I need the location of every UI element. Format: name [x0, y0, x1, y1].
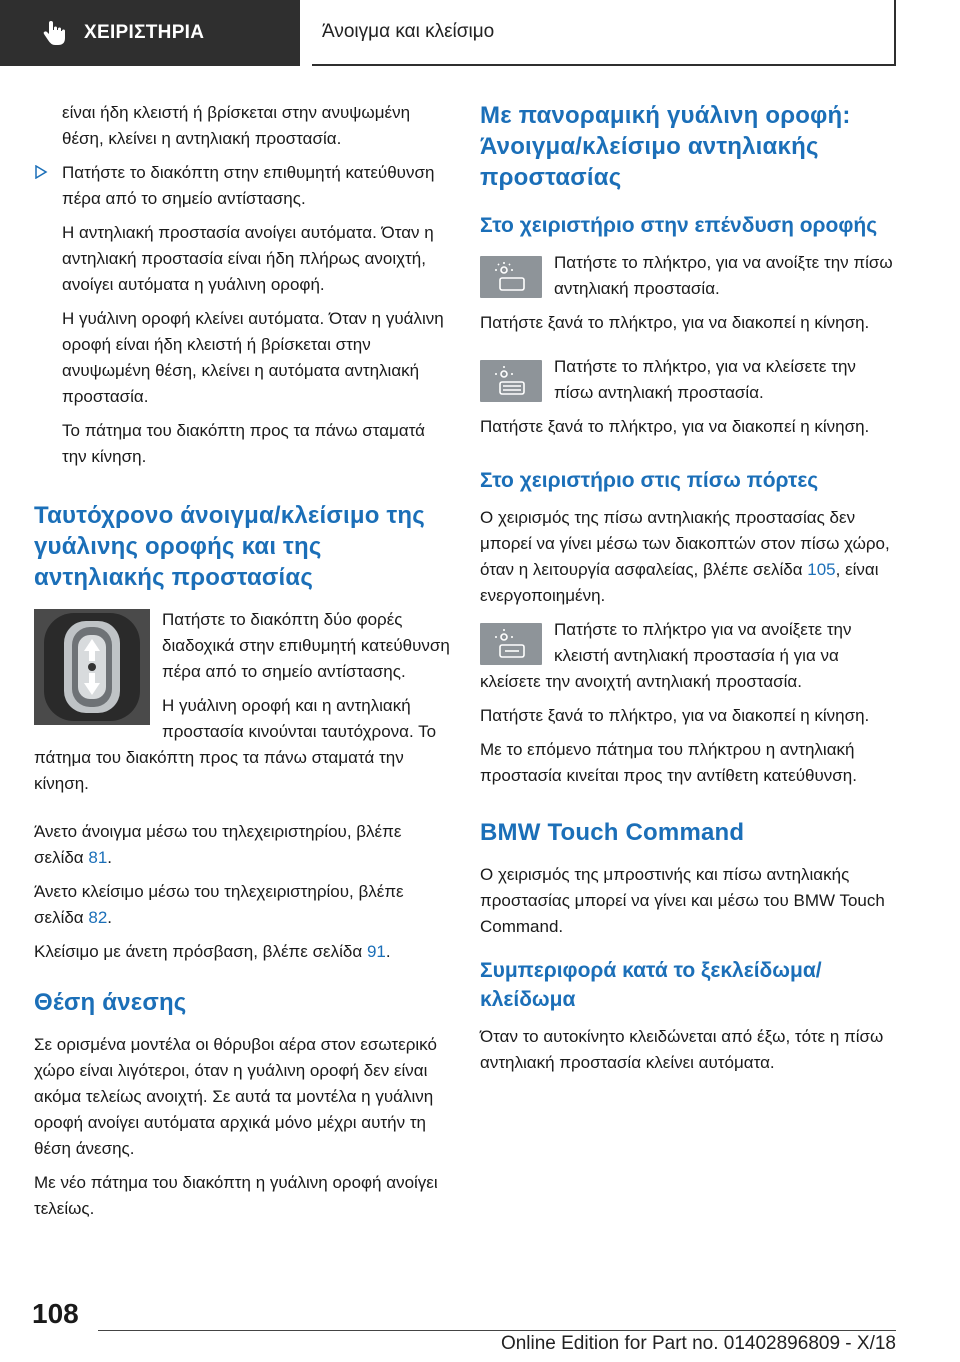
doors-button-block [480, 617, 898, 703]
footer-divider [98, 1330, 896, 1331]
roof-close-block [480, 354, 898, 414]
simultaneous-text-2: Η γυάλινη οροφή και η αντηλιακή προστασία κινούνται ταυτόχρονα. Το πάτημα του διακόπτη προς τα πάνω σταματά την κίνηση. [34, 696, 437, 793]
roof-close-paragraph: Η γυάλινη οροφή κλείνει αυτόματα. Όταν η γυάλινη οροφή είναι ήδη κλειστή ή βρίσκεται στην ανυψωμένη θέση, κλείνει η αυτόματα αντηλιακή προστασία. [62, 309, 444, 406]
page-number: 108 [32, 1298, 79, 1329]
sunblind-open-paragraph: Η αντηλιακή προστασία ανοίγει αυτόματα. Όταν η αντηλιακή προστασία είναι ήδη πλήρως ανοιχτή, ανοίγει αυτόματα η γυάλινη οροφή. [62, 223, 434, 294]
roof-close-text: Πατήστε το πλήκτρο, για να κλείσετε την πίσω αντηλιακή προστασία. [554, 357, 856, 402]
roof-stop-text-1: Πατήστε ξανά το πλήκτρο, για να διακοπεί η κίνηση. [480, 313, 870, 332]
heading-comfort: Θέση άνεσης [34, 989, 187, 1016]
step-triangle-icon [34, 165, 48, 179]
sunblind-button-icon [480, 256, 542, 298]
comfort-paragraph-2: Με νέο πάτημα του διακόπτη η γυάλινη οροφή ανοίγει τελείως. [34, 1173, 438, 1218]
heading-simultaneous: Ταυτόχρονο άνοιγμα/κλείσιμο της γυάλινης οροφής και της αντηλιακής προστασίας [34, 502, 425, 591]
simultaneous-block [34, 607, 452, 805]
page-link-81[interactable]: 81 [88, 848, 108, 867]
section-title: ΧΕΙΡΙΣΤΗΡΙΑ [84, 22, 205, 43]
heading-panorama: Με πανοραμική γυάλινη οροφή: Άνοιγμα/κλείσιμο αντηλιακής προστασίας [480, 102, 851, 191]
hand-pointer-icon [40, 18, 70, 48]
heading-roof-control: Στο χειριστήριο στην επένδυση οροφής [480, 214, 878, 237]
comfort-paragraph-1: Σε ορισμένα μοντέλα οι θόρυβοι αέρα στον εσωτερικό χώρο είναι λιγότεροι, όταν η γυάλινη οροφή δεν είναι ακόμα τελείως ανοιχτή. Σε αυτά τα μοντέλα η γυάλινη οροφή ανοίγει αυτόματα αρχικά μόνο μέχρι αυτήν τη θέση άνεσης. [34, 1035, 437, 1158]
intro-paragraph: είναι ήδη κλειστή ή βρίσκεται στην ανυψωμένη θέση, κλείνει η αντηλιακή προστασία. [62, 103, 411, 148]
roof-stop-text-2: Πατήστε ξανά το πλήκτρο, για να διακοπεί η κίνηση. [480, 417, 870, 436]
touch-command-text: Ο χειρισμός της μπροστινής και πίσω αντηλιακής προστασίας μπορεί να γίνει και μέσω του BMW Touch Command. [480, 865, 885, 936]
sunblind-close-button-icon [480, 360, 542, 402]
edition-text: Online Edition for Part no. 01402896809 - X/18 [500, 1333, 896, 1354]
doors-next-text: Με το επόμενο πάτημα του πλήκτρου η αντηλιακή προστασία κινείται προς την αντίθετη κατεύθυνση. [480, 740, 857, 785]
step-text: Πατήστε το διακόπτη στην επιθυμητή κατεύθυνση πέρα από το σημείο αντίστασης. [62, 163, 435, 208]
roof-open-block [480, 250, 898, 310]
chapter-title: Άνοιγμα και κλείσιμο [312, 0, 896, 66]
left-column [34, 100, 452, 1230]
right-column [480, 100, 898, 1084]
heading-lock-behavior: Συμπεριφορά κατά το ξεκλείδωμα/ κλείδωμα [480, 959, 822, 1011]
heading-touch-command: BMW Touch Command [480, 819, 745, 846]
door-sunblind-button-icon [480, 623, 542, 665]
remote-close-ref: Άνετο κλείσιμο μέσω του τηλεχειριστηρίου, βλέπε σελίδα 82. [34, 882, 404, 927]
page-link-105[interactable]: 105 [807, 560, 836, 579]
doors-stop-text: Πατήστε ξανά το πλήκτρο, για να διακοπεί η κίνηση. [480, 706, 870, 725]
page-header [0, 0, 960, 66]
section-tab [0, 0, 300, 66]
heading-rear-doors: Στο χειριστήριο στις πίσω πόρτες [480, 469, 819, 492]
doors-paragraph: Ο χειρισμός της πίσω αντηλιακής προστασίας δεν μπορεί να γίνει μέσω των διακοπτών στον πίσω χώρο, όταν η λειτουργία ασφαλείας, βλέπε σελίδα 105, είναι ενεργοποιημένη. [480, 508, 890, 605]
stop-paragraph: Το πάτημα του διακόπτη προς τα πάνω σταματά την κίνηση. [62, 421, 426, 466]
lock-text: Όταν το αυτοκίνητο κλειδώνεται από έξω, τότε η πίσω αντηλιακή προστασία κλείνει αυτόματα. [480, 1027, 884, 1072]
page-link-91[interactable]: 91 [366, 942, 386, 961]
simultaneous-text: Πατήστε το διακόπτη δύο φορές διαδοχικά στην επιθυμητή κατεύθυνση πέρα από το σημείο αντίστασης. [162, 610, 450, 681]
doors-button-text: Πατήστε το πλήκτρο για να ανοίξετε την κλειστή αντηλιακή προστασία ή για να κλείσετε την ανοιχτή αντηλιακή προστασία. [480, 620, 852, 691]
roof-switch-image [34, 609, 150, 725]
keyless-ref: Κλείσιμο με άνετη πρόσβαση, βλέπε σελίδα 91. [34, 942, 391, 961]
roof-open-text: Πατήστε το πλήκτρο, για να ανοίξτε την πίσω αντηλιακή προστασία. [554, 253, 893, 298]
page-link-82[interactable]: 82 [88, 908, 108, 927]
step-item [34, 160, 452, 212]
remote-open-ref: Άνετο άνοιγμα μέσω του τηλεχειριστηρίου, βλέπε σελίδα 81. [34, 822, 402, 867]
